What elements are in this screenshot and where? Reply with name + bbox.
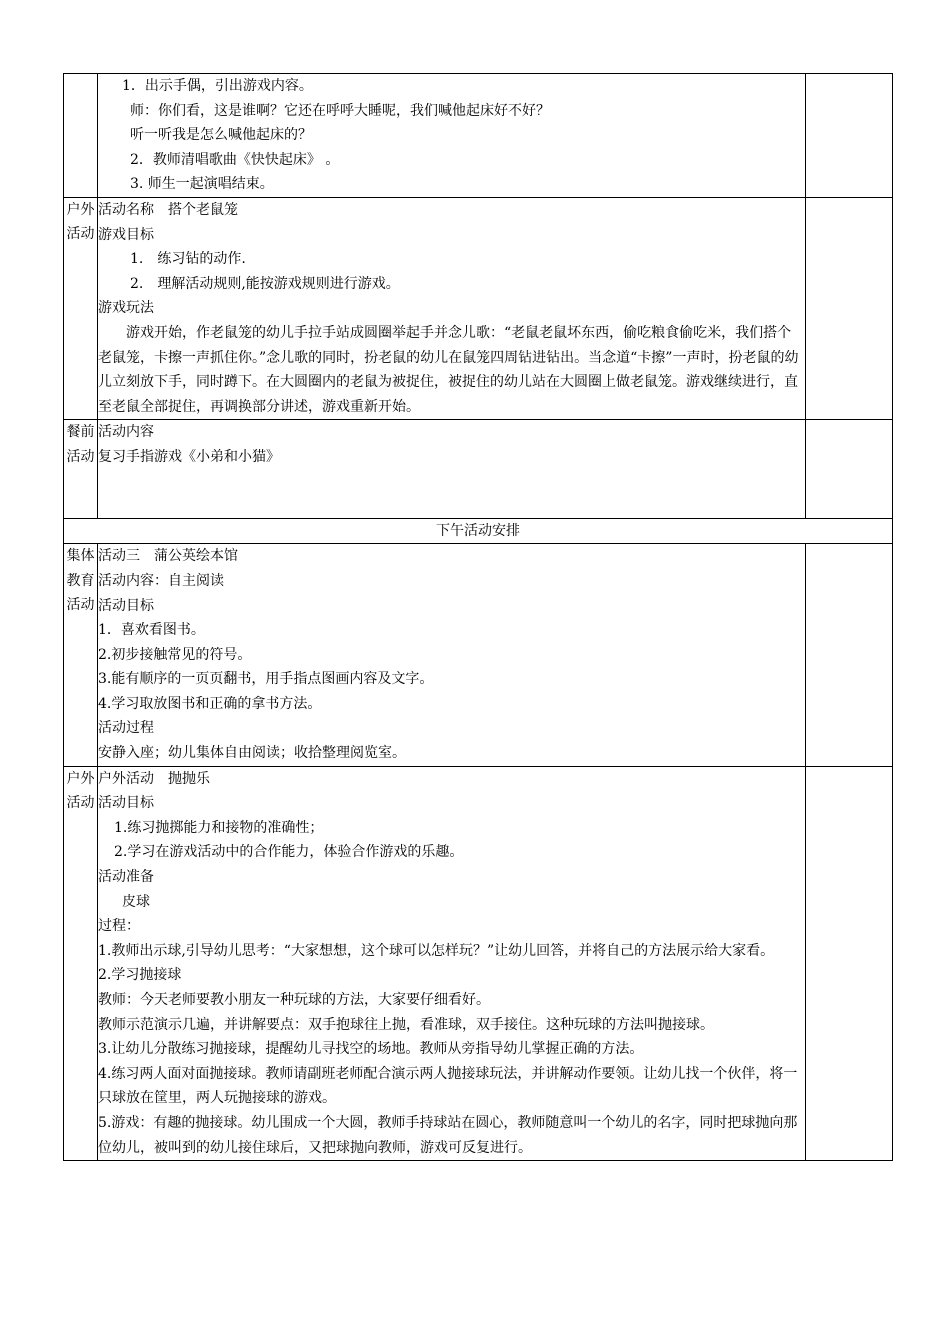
row1-content bbox=[98, 74, 806, 198]
row4-label: 集体教育活动 bbox=[64, 544, 98, 766]
row-collective-education bbox=[64, 544, 893, 766]
row5-prep-heading: 活动准备 bbox=[98, 869, 154, 886]
row2-goal-2: 2. 理解活动规则,能按游戏规则进行游戏。 bbox=[130, 275, 400, 292]
row5-prep: 皮球 bbox=[122, 893, 150, 910]
row4-line-2: 活动内容：自主阅读 bbox=[98, 572, 224, 589]
row4-line-5: 2.初步接触常见的符号。 bbox=[98, 646, 252, 663]
row3-label: 餐前活动 bbox=[64, 420, 98, 519]
row5-goal-2: 2.学习在游戏活动中的合作能力，体验合作游戏的乐趣。 bbox=[114, 844, 464, 861]
row5-step-4: 教师示范演示几遍，并讲解要点：双手抱球往上抛，看准球，双手接住。这种玩球的方法叫抛接球。 bbox=[98, 1016, 714, 1033]
row5-content bbox=[98, 766, 806, 1161]
row5-label: 户外活动 bbox=[64, 766, 98, 1161]
row5-goal-heading: 活动目标 bbox=[98, 795, 154, 812]
row2-goal-heading: 游戏目标 bbox=[98, 226, 154, 243]
row4-line-4: 1．喜欢看图书。 bbox=[98, 622, 205, 639]
row1-line-1: 1．出示手偶，引出游戏内容。 bbox=[122, 78, 313, 94]
row-morning-continuation bbox=[64, 74, 893, 198]
row5-goal-1: 1.练习抛掷能力和接物的准确性； bbox=[114, 819, 324, 836]
row2-title: 活动名称 搭个老鼠笼 bbox=[98, 201, 238, 218]
row3-heading: 活动内容 bbox=[98, 424, 154, 441]
row1-line-2: 师：你们看，这是谁啊？它还在呼呼大睡呢，我们喊他起床好不好？ bbox=[130, 102, 550, 119]
row3-text: 复习手指游戏《小弟和小猫》 bbox=[98, 448, 280, 465]
row4-content bbox=[98, 544, 806, 766]
row4-line-7: 4.学习取放图书和正确的拿书方法。 bbox=[98, 695, 322, 712]
row1-line-5: 3. 师生一起演唱结束。 bbox=[130, 176, 274, 193]
row1-line-4: 2．教师清唱歌曲《快快起床》 。 bbox=[130, 151, 340, 168]
row5-step-1: 1.教师出示球,引导幼儿思考：“大家想想，这个球可以怎样玩？”让幼儿回答，并将自己的方法展示给大家看。 bbox=[98, 942, 775, 959]
row5-process-heading: 过程： bbox=[98, 918, 140, 935]
row3-notes-cell bbox=[806, 420, 893, 519]
row-outdoor-activity-1 bbox=[64, 197, 893, 419]
row4-line-1: 活动三 蒲公英绘本馆 bbox=[98, 548, 238, 565]
activity-plan-table bbox=[63, 73, 893, 1161]
row2-play-text: 游戏开始，作老鼠笼的幼儿手拉手站成圆圈举起手并念儿歌：“老鼠老鼠坏东西，偷吃粮食偷吃米，我们搭个老鼠笼，卡擦一声抓住你。”念儿歌的同时，扮老鼠的幼儿在鼠笼四周钻进钻出。当念道“卡擦”一声时，扮老鼠的幼儿立刻放下手，同时蹲下。在大圆圈内的老鼠为被捉住，被捉住的幼儿站在大圆圈上做老鼠笼。游戏继续进行，直至老鼠全部捉住，再调换部分讲述，游戏重新开始。 bbox=[98, 324, 799, 415]
row4-notes-cell bbox=[806, 544, 893, 766]
row1-line-3: 听一听我是怎么喊他起床的？ bbox=[130, 127, 312, 144]
row5-step-2: 2.学习抛接球 bbox=[98, 967, 182, 984]
row-pre-meal-activity bbox=[64, 420, 893, 519]
row2-label: 户外活动 bbox=[64, 197, 98, 419]
row4-line-6: 3.能有顺序的一页页翻书，用手指点图画内容及文字。 bbox=[98, 671, 434, 688]
row2-content bbox=[98, 197, 806, 419]
row4-line-8: 活动过程 bbox=[98, 720, 154, 737]
row5-step-5: 3.让幼儿分散练习抛接球，提醒幼儿寻找空的场地。教师从旁指导幼儿掌握正确的方法。 bbox=[98, 1041, 644, 1058]
row5-step-7: 5.游戏：有趣的抛接球。幼儿围成一个大圆，教师手持球站在圆心，教师随意叫一个幼儿的名字，同时把球抛向那位幼儿，被叫到的幼儿接住球后，又把球抛向教师，游戏可反复进行。 bbox=[98, 1114, 798, 1156]
row4-line-3: 活动目标 bbox=[98, 597, 154, 614]
row2-play-heading: 游戏玩法 bbox=[98, 300, 154, 317]
row4-line-9: 安静入座；幼儿集体自由阅读；收拾整理阅览室。 bbox=[98, 745, 406, 762]
afternoon-header: 下午活动安排 bbox=[64, 519, 893, 544]
row1-label bbox=[64, 74, 98, 198]
row2-notes-cell bbox=[806, 197, 893, 419]
row5-title: 户外活动 抛抛乐 bbox=[98, 770, 210, 787]
row2-goal-1: 1. 练习钻的动作. bbox=[130, 251, 246, 268]
row1-notes-cell bbox=[806, 74, 893, 198]
row-outdoor-activity-2 bbox=[64, 766, 893, 1161]
row5-step-6: 4.练习两人面对面抛接球。教师请副班老师配合演示两人抛接球玩法，并讲解动作要领。让幼儿找一个伙伴，将一只球放在筐里，两人玩抛接球的游戏。 bbox=[98, 1065, 798, 1107]
row3-content bbox=[98, 420, 806, 519]
row5-step-3: 教师：今天老师要教小朋友一种玩球的方法，大家要仔细看好。 bbox=[98, 992, 490, 1008]
row5-notes-cell bbox=[806, 766, 893, 1161]
row-afternoon-header bbox=[64, 519, 893, 544]
